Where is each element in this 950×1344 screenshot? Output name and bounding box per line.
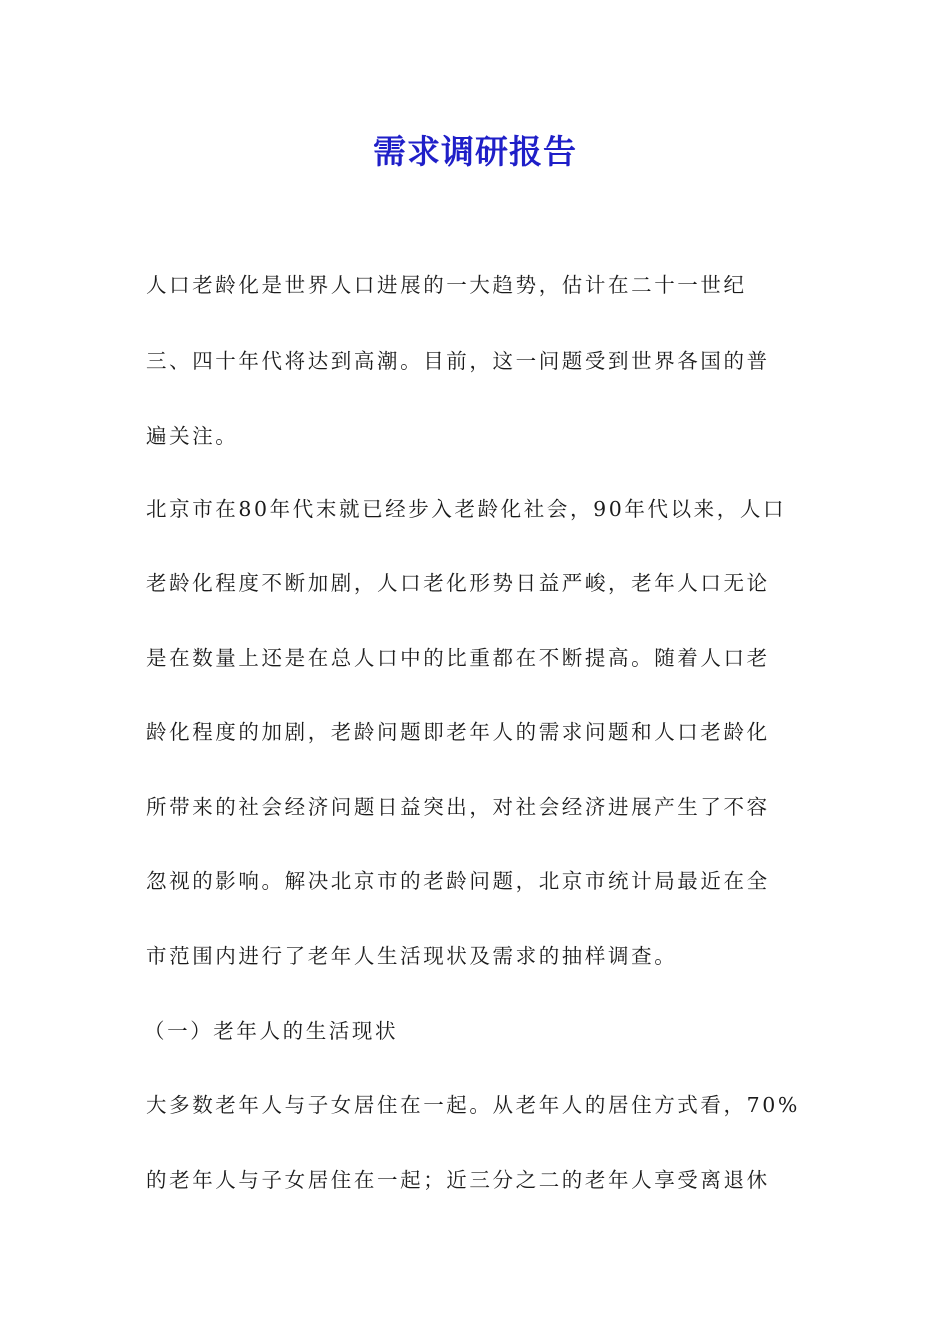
body-line: 市范围内进行了老年人生活现状及需求的抽样调查。 [146, 944, 678, 968]
body-line: 三、四十年代将达到高潮。目前，这一问题受到世界各国的普 [146, 349, 770, 373]
section-heading: （一）老年人的生活现状 [144, 1019, 399, 1043]
body-line: 北京市在80年代末就已经步入老龄化社会，90年代以来，人口 [146, 497, 787, 521]
body-line: 的老年人与子女居住在一起；近三分之二的老年人享受离退休 [146, 1168, 770, 1192]
document-title: 需求调研报告 [373, 132, 577, 171]
body-line: 忽视的影响。解决北京市的老龄问题，北京市统计局最近在全 [146, 869, 770, 893]
body-line: 是在数量上还是在总人口中的比重都在不断提高。随着人口老 [146, 646, 770, 670]
body-line: 人口老龄化是世界人口进展的一大趋势，估计在二十一世纪 [146, 273, 747, 297]
body-line: 大多数老年人与子女居住在一起。从老年人的居住方式看，70% [146, 1093, 800, 1117]
body-line: 龄化程度的加剧，老龄问题即老年人的需求问题和人口老龄化 [146, 720, 770, 744]
body-line: 老龄化程度不断加剧，人口老化形势日益严峻，老年人口无论 [146, 571, 770, 595]
body-line: 所带来的社会经济问题日益突出，对社会经济进展产生了不容 [146, 795, 770, 819]
body-line: 遍关注。 [146, 424, 239, 448]
